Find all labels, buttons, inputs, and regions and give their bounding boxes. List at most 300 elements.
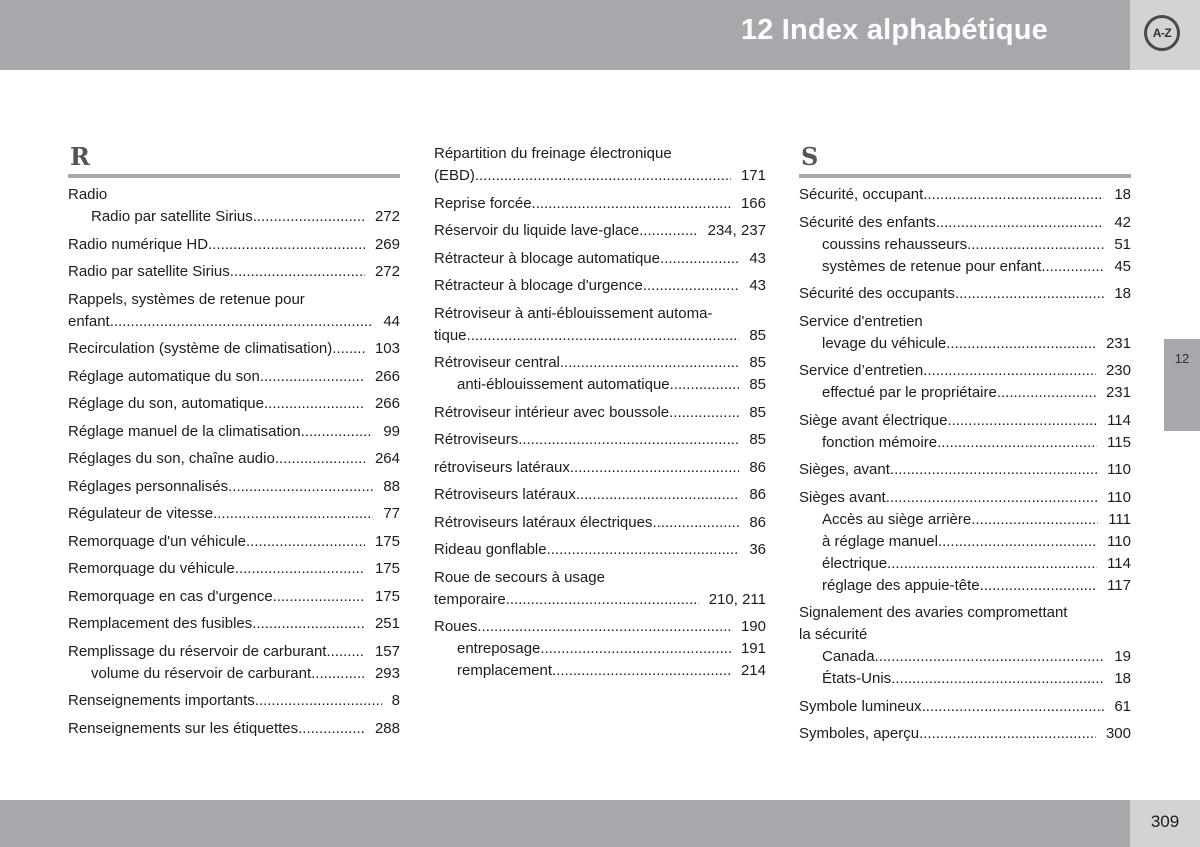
dot-leader (886, 487, 1097, 509)
index-entry[interactable] (799, 696, 1131, 718)
index-entry[interactable] (68, 261, 400, 283)
entry-term: Service d'entretien (799, 312, 923, 330)
index-entry-line (434, 275, 766, 297)
index-entry-line (799, 602, 1131, 624)
index-entry[interactable] (68, 613, 400, 635)
entry-page-ref[interactable]: 166 (740, 194, 766, 212)
entry-page-ref[interactable]: 86 (749, 513, 766, 531)
entry-term: Remorquage du véhicule (68, 560, 235, 577)
footer-bar (0, 800, 1130, 847)
index-entry-line (799, 696, 1131, 718)
dot-leader (518, 429, 739, 451)
index-entry[interactable] (434, 352, 766, 396)
dot-leader (955, 283, 1104, 305)
index-entry[interactable] (799, 487, 1131, 597)
index-entry-line (799, 283, 1131, 305)
index-entry-line (434, 220, 766, 242)
index-entry[interactable] (434, 429, 766, 451)
index-entry-line (434, 567, 766, 589)
entry-page-ref[interactable]: 230 (1105, 362, 1131, 379)
dot-leader (660, 248, 739, 270)
entry-page-ref[interactable]: 190 (740, 618, 766, 635)
index-entry[interactable] (434, 512, 766, 534)
entry-page-ref[interactable]: 157 (374, 642, 400, 660)
index-entry-line (799, 360, 1131, 382)
dot-leader (213, 503, 373, 525)
entry-term: Remorquage d'un véhicule (68, 532, 246, 550)
entry-page-ref[interactable]: 234, 237 (707, 222, 766, 239)
index-entry[interactable] (434, 567, 766, 611)
entry-term: Réglage du son, automatique (68, 395, 264, 412)
entry-page-ref[interactable]: 272 (374, 208, 400, 225)
index-entry-line (68, 184, 400, 206)
entry-term: Réglages personnalisés (68, 477, 229, 495)
index-entry[interactable] (434, 539, 766, 561)
dot-leader (971, 509, 1098, 531)
dot-leader (477, 616, 731, 638)
chapter-side-tab-label: 12 (1174, 351, 1190, 366)
entry-page-ref[interactable]: 85 (749, 326, 766, 344)
entry-term: Rétroviseur à anti-éblouissement automa- (434, 304, 713, 322)
index-entry[interactable] (68, 448, 400, 470)
index-entry-line (799, 184, 1131, 206)
entry-page-ref[interactable]: 77 (383, 505, 400, 522)
dot-leader (936, 212, 1105, 234)
entry-term: remplacement (457, 662, 553, 679)
entry-term: Réglages du son, chaîne audio (68, 450, 275, 467)
entry-term: Remplacement des fusibles (68, 615, 253, 632)
entry-term: Rétroviseurs latéraux (434, 486, 576, 503)
index-entry-line (68, 393, 400, 415)
index-entry-line (799, 459, 1131, 481)
index-entry-line (68, 641, 400, 663)
entry-term: Rétracteur à blocage automatique (434, 249, 660, 267)
index-entry-line (434, 402, 766, 424)
chapter-title: 12 Index alphabétique (740, 14, 1048, 46)
entry-term: effectué par le propriétaire (822, 384, 997, 401)
index-entry-line (68, 531, 400, 553)
entry-term: enfant (68, 312, 110, 330)
entry-term: coussins rehausseurs (822, 235, 968, 253)
dot-leader (467, 325, 740, 347)
entry-term: Sécurité, occupant (799, 186, 924, 203)
dot-leader (532, 193, 731, 215)
entry-term: Symboles, aperçu (799, 725, 920, 742)
index-entry[interactable] (68, 421, 400, 443)
entry-term: Renseignements sur les étiquettes (68, 719, 299, 737)
entry-term: Réglage manuel de la climatisation (68, 422, 301, 440)
dot-leader (570, 457, 739, 479)
index-subentry-line (434, 638, 766, 660)
entry-term: Radio numérique HD (68, 235, 209, 253)
entry-page-ref[interactable]: 175 (374, 587, 400, 605)
entry-page-ref[interactable]: 51 (1114, 235, 1131, 253)
entry-term: levage du véhicule (822, 334, 947, 352)
index-entry[interactable] (434, 402, 766, 424)
dot-leader (652, 512, 739, 534)
index-entry-line (434, 589, 766, 611)
entry-page-ref[interactable]: 191 (740, 640, 766, 657)
entry-page-ref[interactable]: 85 (749, 376, 766, 393)
index-entry-line (434, 539, 766, 561)
entry-page-ref[interactable]: 85 (749, 403, 766, 421)
dot-leader (670, 374, 740, 396)
dot-leader (253, 206, 365, 228)
header-bar (0, 0, 1130, 70)
entry-term: Siège avant électrique (799, 411, 948, 429)
dot-leader (336, 338, 365, 360)
entry-term: (EBD) (434, 167, 475, 184)
index-entry[interactable] (434, 143, 766, 187)
entry-term: systèmes de retenue pour enfant (822, 257, 1042, 275)
entry-term: volume du réservoir de carburant (91, 664, 312, 682)
entry-term: Service d’entretien (799, 362, 924, 379)
page-number: 309 (1150, 812, 1180, 831)
dot-leader (230, 261, 365, 283)
index-entry[interactable] (68, 641, 400, 685)
entry-term: Sécurité des occupants (799, 285, 955, 302)
index-entry[interactable] (434, 248, 766, 270)
dot-leader (311, 663, 365, 685)
dot-leader (298, 718, 365, 740)
entry-page-ref[interactable]: 231 (1105, 384, 1131, 401)
entry-page-ref[interactable]: 117 (1107, 576, 1131, 594)
entry-term: Réservoir du liquide lave-glace (434, 222, 640, 239)
entry-term: électrique (822, 554, 888, 572)
index-entry[interactable] (68, 718, 400, 740)
index-subentry-line (799, 531, 1131, 553)
index-subentry-line (799, 509, 1131, 531)
entry-page-ref[interactable]: 18 (1114, 285, 1131, 302)
index-entry-line (799, 410, 1131, 432)
dot-leader (937, 432, 1097, 454)
dot-leader (643, 275, 739, 297)
entry-page-ref[interactable]: 86 (749, 486, 766, 503)
entry-page-ref[interactable]: 85 (749, 431, 766, 448)
index-entry[interactable] (434, 457, 766, 479)
dot-leader (552, 660, 731, 682)
entry-term: Rappels, systèmes de retenue pour (68, 290, 305, 308)
index-subentry-line (799, 333, 1131, 355)
entry-term: États-Unis (822, 670, 892, 687)
entry-term: entreposage (457, 640, 541, 657)
dot-leader (639, 220, 698, 242)
entry-term: Sécurité des enfants (799, 213, 936, 231)
index-entry[interactable] (799, 184, 1131, 206)
index-subentry-line (799, 256, 1131, 278)
section-letter: R (70, 142, 90, 171)
section-rule (68, 174, 400, 178)
entry-term: Sièges avant (799, 488, 886, 506)
entry-term: rétroviseurs latéraux (434, 458, 570, 476)
index-entry[interactable] (434, 275, 766, 297)
index-entry[interactable] (799, 311, 1131, 355)
dot-leader (235, 558, 365, 580)
entry-page-ref[interactable]: 214 (740, 662, 766, 679)
index-entry-line (434, 429, 766, 451)
entry-page-ref[interactable]: 266 (374, 395, 400, 412)
entry-page-ref[interactable]: 8 (391, 692, 400, 709)
dot-leader (890, 459, 1097, 481)
index-subentry-line (799, 646, 1131, 668)
entry-term: tique (434, 326, 467, 344)
index-entry[interactable] (68, 234, 400, 256)
entry-page-ref[interactable]: 99 (383, 422, 400, 440)
index-entry-line (434, 193, 766, 215)
dot-leader (264, 393, 365, 415)
index-entry[interactable] (799, 459, 1131, 481)
entry-term: à réglage manuel (822, 532, 938, 550)
dot-leader (919, 723, 1096, 745)
index-entry-line (68, 338, 400, 360)
dot-leader (273, 586, 365, 608)
index-entry[interactable] (68, 366, 400, 388)
dot-leader (246, 531, 365, 553)
entry-page-ref[interactable]: 115 (1107, 433, 1131, 451)
entry-term: fonction mémoire (822, 433, 938, 451)
index-column-3 (799, 140, 1131, 751)
entry-term: Reprise forcée (434, 194, 532, 212)
dot-leader (875, 646, 1105, 668)
index-entry-line (68, 690, 400, 712)
entry-term: Rétroviseurs (434, 431, 519, 448)
entry-term: Remplissage du réservoir de carburant (68, 642, 327, 660)
index-column-1 (68, 140, 400, 745)
index-entry[interactable] (434, 193, 766, 215)
entry-page-ref[interactable]: 61 (1114, 697, 1131, 715)
index-column-2 (434, 143, 766, 688)
index-entry-line (68, 586, 400, 608)
entry-page-ref[interactable]: 210, 211 (708, 590, 766, 608)
index-subentry-line (799, 382, 1131, 404)
index-entry-line (68, 476, 400, 498)
index-entry-line (434, 248, 766, 270)
entry-page-ref[interactable]: 44 (383, 312, 400, 330)
index-subentry-line (799, 234, 1131, 256)
index-entry-line (68, 311, 400, 333)
index-entry[interactable] (68, 690, 400, 712)
index-entry[interactable] (68, 184, 400, 228)
index-entry-line (68, 261, 400, 283)
index-subentry-line (68, 663, 400, 685)
entry-page-ref[interactable]: 18 (1114, 186, 1131, 203)
index-entry[interactable] (799, 283, 1131, 305)
entry-term: Symbole lumineux (799, 697, 922, 715)
index-entry[interactable] (68, 531, 400, 553)
entry-term: Répartition du freinage électronique (434, 145, 672, 162)
section-rule (799, 174, 1131, 178)
index-entry-line (434, 616, 766, 638)
entry-page-ref[interactable]: 175 (374, 560, 400, 577)
entry-page-ref[interactable]: 171 (740, 167, 766, 184)
entry-page-ref[interactable]: 114 (1107, 554, 1131, 572)
index-entry[interactable] (68, 503, 400, 525)
entry-page-ref[interactable]: 103 (374, 340, 400, 357)
entry-term: Rétracteur à blocage d'urgence (434, 277, 643, 294)
entry-page-ref[interactable]: 45 (1114, 257, 1131, 275)
dot-leader (967, 234, 1104, 256)
entry-page-ref[interactable]: 231 (1105, 334, 1131, 352)
dot-leader (506, 589, 699, 611)
entry-page-ref[interactable]: 19 (1114, 648, 1131, 665)
entry-term: Sièges, avant (799, 461, 890, 478)
entry-page-ref[interactable]: 42 (1114, 213, 1131, 231)
dot-leader (110, 311, 374, 333)
entry-term: temporaire (434, 590, 506, 608)
index-entry-line (68, 448, 400, 470)
index-entry[interactable] (68, 393, 400, 415)
entry-term: la sécurité (799, 626, 868, 643)
index-subentry-line (799, 668, 1131, 690)
index-entry[interactable] (799, 212, 1131, 278)
index-entry-line (434, 303, 766, 325)
dot-leader (891, 668, 1104, 690)
index-entry[interactable] (434, 303, 766, 347)
entry-page-ref[interactable]: 43 (749, 277, 766, 294)
index-subentry-line (68, 206, 400, 228)
index-entry-line (799, 487, 1131, 509)
entry-page-ref[interactable]: 293 (374, 664, 400, 682)
entry-page-ref[interactable]: 18 (1114, 670, 1131, 687)
entry-term: Rétroviseurs latéraux électriques (434, 513, 653, 531)
entry-page-ref[interactable]: 36 (749, 541, 766, 558)
entry-page-ref[interactable]: 114 (1107, 411, 1131, 429)
entry-term: anti-éblouissement automatique (457, 376, 670, 393)
index-entry[interactable] (434, 220, 766, 242)
entry-page-ref[interactable]: 175 (374, 532, 400, 550)
entry-page-ref[interactable]: 43 (749, 249, 766, 267)
dot-leader (923, 360, 1096, 382)
dot-leader (922, 696, 1105, 718)
index-subentry-line (799, 432, 1131, 454)
entry-term: Radio par satellite Sirius (68, 263, 230, 280)
dot-leader (980, 575, 1097, 597)
entry-term: Roue de secours à usage (434, 568, 605, 586)
index-entry[interactable] (434, 616, 766, 682)
entry-page-ref[interactable]: 300 (1105, 725, 1131, 742)
index-entry-line (68, 289, 400, 311)
entry-term: Rétroviseur intérieur avec boussole (434, 403, 670, 421)
index-entry-line (799, 624, 1131, 646)
dot-leader (669, 402, 739, 424)
index-entry-line (68, 718, 400, 740)
dot-leader (260, 366, 365, 388)
dot-leader (547, 539, 740, 561)
index-entry[interactable] (799, 360, 1131, 404)
index-entry[interactable] (68, 289, 400, 333)
index-entry-line (68, 613, 400, 635)
entry-page-ref[interactable]: 110 (1107, 488, 1131, 506)
index-entry-line (434, 165, 766, 187)
entry-page-ref[interactable]: 88 (383, 477, 400, 495)
entry-term: Accès au siège arrière (822, 510, 972, 528)
entry-page-ref[interactable]: 110 (1107, 532, 1131, 550)
index-entry-line (799, 723, 1131, 745)
index-entry-line (68, 366, 400, 388)
index-entry[interactable] (68, 338, 400, 360)
index-subentry-line (799, 575, 1131, 597)
entry-page-ref[interactable]: 269 (374, 235, 400, 253)
index-entry-line (68, 503, 400, 525)
dot-leader (228, 476, 373, 498)
index-subentry-line (799, 553, 1131, 575)
index-entry[interactable] (434, 484, 766, 506)
index-entry-line (68, 421, 400, 443)
entry-page-ref[interactable]: 264 (374, 450, 400, 467)
index-entry[interactable] (68, 476, 400, 498)
index-entry[interactable] (799, 723, 1131, 745)
entry-page-ref[interactable]: 86 (749, 458, 766, 476)
entry-term: Radio par satellite Sirius (91, 208, 253, 225)
index-entry-line (434, 143, 766, 165)
entry-term: Rétroviseur central (434, 354, 560, 371)
index-entry-line (799, 212, 1131, 234)
section-letter: S (801, 142, 819, 171)
dot-leader (326, 641, 365, 663)
entry-page-ref[interactable]: 251 (374, 615, 400, 632)
dot-leader (255, 690, 382, 712)
entry-term: Renseignements importants (68, 692, 255, 709)
entry-term: Roues (434, 618, 478, 635)
index-entry[interactable] (799, 602, 1131, 690)
index-subentry-line (434, 374, 766, 396)
dot-leader (208, 234, 365, 256)
dot-leader (301, 421, 374, 443)
dot-leader (947, 410, 1097, 432)
index-entry[interactable] (68, 558, 400, 580)
entry-term: Remorquage en cas d'urgence (68, 587, 273, 605)
entry-term: Canada (822, 648, 875, 665)
dot-leader (576, 484, 740, 506)
entry-term: Radio (68, 186, 108, 203)
index-entry-line (434, 325, 766, 347)
dot-leader (275, 448, 365, 470)
entry-page-ref[interactable]: 110 (1107, 461, 1131, 478)
index-entry-line (68, 558, 400, 580)
entry-page-ref[interactable]: 85 (749, 354, 766, 371)
dot-leader (1041, 256, 1104, 278)
entry-page-ref[interactable]: 111 (1108, 510, 1131, 528)
index-subentry-line (434, 660, 766, 682)
entry-page-ref[interactable]: 272 (374, 263, 400, 280)
index-entry-line (434, 457, 766, 479)
index-entry-line (434, 512, 766, 534)
entry-page-ref[interactable]: 288 (374, 719, 400, 737)
dot-leader (252, 613, 365, 635)
entry-term: Rideau gonflable (434, 541, 547, 558)
index-entry-line (434, 352, 766, 374)
dot-leader (475, 165, 731, 187)
entry-term: Recirculation (système de climatisation). (68, 340, 337, 357)
entry-term: Régulateur de vitesse (68, 505, 214, 522)
index-entry[interactable] (68, 586, 400, 608)
dot-leader (540, 638, 731, 660)
entry-term: Signalement des avaries compromettant (799, 604, 1068, 621)
index-entry-line (799, 311, 1131, 333)
entry-page-ref[interactable]: 266 (374, 367, 400, 385)
dot-leader (938, 531, 1097, 553)
dot-leader (946, 333, 1096, 355)
index-entry[interactable] (799, 410, 1131, 454)
az-index-icon: A-Z (1144, 15, 1180, 51)
dot-leader (923, 184, 1104, 206)
dot-leader (997, 382, 1096, 404)
dot-leader (887, 553, 1097, 575)
entry-term: réglage des appuie-tête (822, 576, 980, 594)
index-entry-line (68, 234, 400, 256)
chapter-side-tab[interactable] (1164, 339, 1200, 431)
dot-leader (560, 352, 739, 374)
